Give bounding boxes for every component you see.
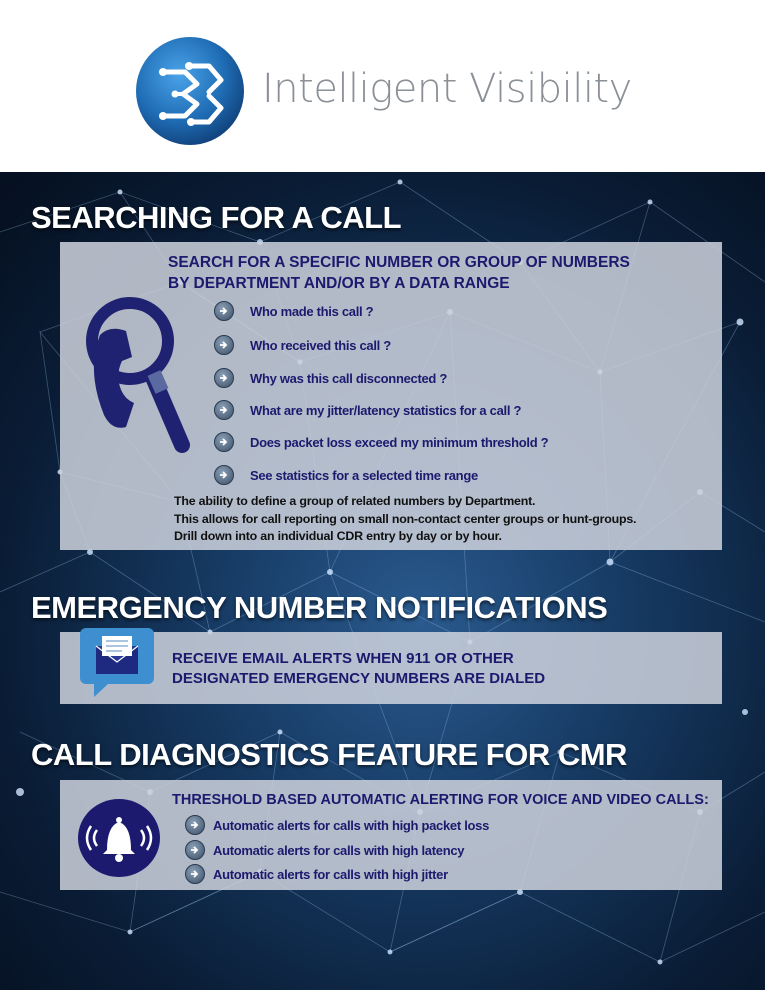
arrow-bullet-icon (214, 465, 234, 485)
emergency-lead-line-1: RECEIVE EMAIL ALERTS WHEN 911 OR OTHER (172, 650, 514, 667)
search-lead-line-1: SEARCH FOR A SPECIFIC NUMBER OR GROUP OF NUMBERS (168, 254, 630, 271)
search-lead-line-2: BY DEPARTMENT AND/OR BY A DATA RANGE (168, 275, 510, 292)
diagnostics-lead: THRESHOLD BASED AUTOMATIC ALERTING FOR VOICE AND VIDEO CALLS: (172, 792, 709, 808)
arrow-bullet-icon (185, 864, 205, 884)
arrow-bullet-icon (214, 301, 234, 321)
list-item (214, 368, 447, 388)
bullet-text: Automatic alerts for calls with high packet loss (213, 817, 490, 833)
list-item (214, 301, 373, 321)
bullet-text: See statistics for a selected time range (250, 467, 478, 483)
bullet-text: What are my jitter/latency statistics for a call ? (250, 402, 522, 418)
arrow-bullet-icon (214, 368, 234, 388)
note-line: The ability to define a group of related numbers by Department. (174, 494, 536, 508)
list-item (185, 864, 448, 884)
section-title-searching: SEARCHING FOR A CALL (31, 200, 402, 235)
section-title-diagnostics: CALL DIAGNOSTICS FEATURE FOR CMR (31, 737, 627, 772)
arrow-bullet-icon (214, 432, 234, 452)
brand-name: Intelligent Visibility (262, 66, 632, 112)
arrow-bullet-icon (214, 400, 234, 420)
bullet-text: Why was this call disconnected ? (250, 370, 448, 386)
list-item (185, 815, 489, 835)
bullet-text: Automatic alerts for calls with high latency (213, 842, 465, 858)
list-item (214, 400, 521, 420)
magnifier-phone-icon (82, 295, 197, 465)
alarm-bell-icon (77, 798, 161, 878)
email-alert-icon (80, 628, 156, 698)
arrow-bullet-icon (185, 840, 205, 860)
arrow-bullet-icon (214, 335, 234, 355)
bullet-text: Who made this call ? (250, 303, 374, 319)
note-line: This allows for call reporting on small non-contact center groups or hunt-groups. (174, 511, 637, 526)
list-item (214, 465, 478, 485)
header (0, 0, 765, 172)
search-notes (174, 493, 636, 546)
emergency-lead-line-2: DESIGNATED EMERGENCY NUMBERS ARE DIALED (172, 670, 546, 687)
section-title-emergency: EMERGENCY NUMBER NOTIFICATIONS (31, 590, 608, 625)
note-line: Drill down into an individual CDR entry by day or by hour. (174, 529, 502, 543)
bullet-text: Does packet loss exceed my minimum threshold ? (250, 434, 549, 450)
arrow-bullet-icon (185, 815, 205, 835)
bullet-text: Who received this call ? (250, 337, 391, 353)
list-item (214, 335, 391, 355)
brand-logo-icon (135, 36, 245, 146)
list-item (214, 432, 548, 452)
list-item (185, 840, 464, 860)
bullet-text: Automatic alerts for calls with high jitter (213, 866, 448, 882)
